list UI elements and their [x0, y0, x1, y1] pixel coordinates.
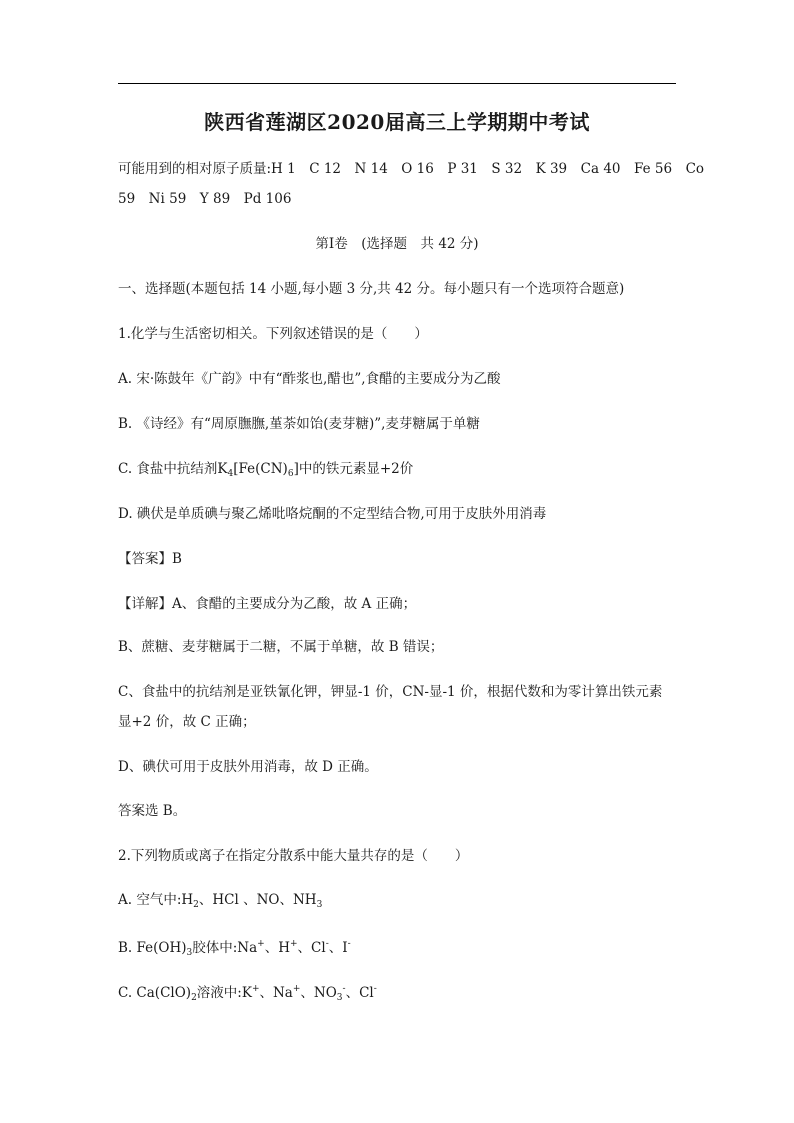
- question-1-option-d: D. 碘伏是单质碘与聚乙烯吡咯烷酮的不定型结合物,可用于皮肤外用消毒: [118, 506, 547, 522]
- question-1-stem: 1.化学与生活密切相关。下列叙述错误的是（ ）: [118, 326, 428, 342]
- question-2-option-c: [118, 980, 377, 1007]
- section-instructions: 一、选择题(本题包括 14 小题,每小题 3 分,共 42 分。每小题只有一个选项符合题意): [118, 281, 625, 297]
- question-2-option-a: [118, 891, 322, 914]
- superscript: -: [347, 939, 351, 949]
- detail-a: 【详解】A、食醋的主要成分为乙酸，故 A 正确；: [118, 596, 417, 612]
- option-c-text: C. 食盐中抗结剂K: [118, 461, 228, 477]
- superscript: +: [292, 984, 301, 994]
- subscript: 2: [193, 900, 199, 910]
- option-c-text: 溶液中:K: [196, 985, 252, 1001]
- question-2-stem: 2.下列物质或离子在指定分散系中能大量共存的是（ ）: [118, 848, 469, 864]
- atomic-mass-line-2: 59 Ni 59 Y 89 Pd 106: [118, 191, 292, 207]
- subscript: 4: [227, 469, 234, 479]
- option-c-text: [Fe(CN): [233, 461, 288, 477]
- option-c-text: 、NO: [300, 985, 337, 1001]
- question-2-option-b: [118, 935, 351, 962]
- option-a-text: A. 空气中:H: [118, 892, 194, 908]
- question-1-option-b: B. 《诗经》有“周原膴膴,堇荼如饴(麦芽糖)”,麦芽糖属于单糖: [118, 416, 480, 432]
- detail-c-line-2: 显+2 价，故 C 正确；: [118, 714, 256, 730]
- atomic-mass-line-1: 可能用到的相对原子质量:H 1 C 12 N 14 O 16 P 31 S 32 K 39 Ca 40 Fe 56 Co: [118, 161, 705, 177]
- question-1-option-a: A. 宋·陈鼓年《广韵》中有“酢浆也,醋也”,食醋的主要成分为乙酸: [118, 371, 501, 387]
- question-1-option-c: [118, 460, 413, 483]
- subscript: 6: [287, 469, 294, 479]
- option-c-text: 、Na: [259, 985, 293, 1001]
- subscript: 3: [316, 900, 323, 910]
- detail-d: D、碘伏可用于皮肤外用消毒，故 D 正确。: [118, 759, 378, 775]
- answer-conclusion: 答案选 B。: [118, 803, 187, 819]
- superscript: +: [289, 939, 298, 949]
- option-b-text: 、Cl: [297, 940, 326, 956]
- exam-title: 陕西省莲湖区2020届高三上学期期中考试: [204, 110, 590, 134]
- subscript: 3: [186, 948, 193, 958]
- superscript: -: [373, 984, 377, 994]
- superscript: -: [342, 984, 346, 994]
- detail-b: B、蔗糖、麦芽糖属于二糖，不属于单糖，故 B 错误；: [118, 639, 444, 655]
- option-b-text: 、H: [264, 940, 290, 956]
- option-c-text: C. Ca(ClO): [118, 985, 192, 1001]
- option-b-text: 、I: [328, 940, 348, 956]
- header-rule: [118, 83, 676, 84]
- section-title: 第Ⅰ卷 (选择题 共 42 分): [315, 236, 479, 252]
- subscript: 3: [336, 993, 343, 1003]
- option-c-text: 、Cl: [345, 985, 374, 1001]
- superscript: -: [325, 939, 329, 949]
- detail-c-line-1: C、食盐中的抗结剂是亚铁氰化钾，钾显-1 价，CN-显-1 价，根据代数和为零计算出铁元素: [118, 684, 663, 700]
- option-b-text: 胶体中:Na: [192, 940, 258, 956]
- option-c-text: ]中的铁元素显+2价: [293, 461, 414, 477]
- superscript: +: [251, 984, 260, 994]
- answer-label: 【答案】B: [118, 551, 182, 567]
- option-b-text: B. Fe(OH): [118, 940, 187, 956]
- option-a-text: 、HCl 、NO、NH: [198, 892, 317, 908]
- subscript: 2: [191, 993, 197, 1003]
- superscript: +: [257, 939, 265, 949]
